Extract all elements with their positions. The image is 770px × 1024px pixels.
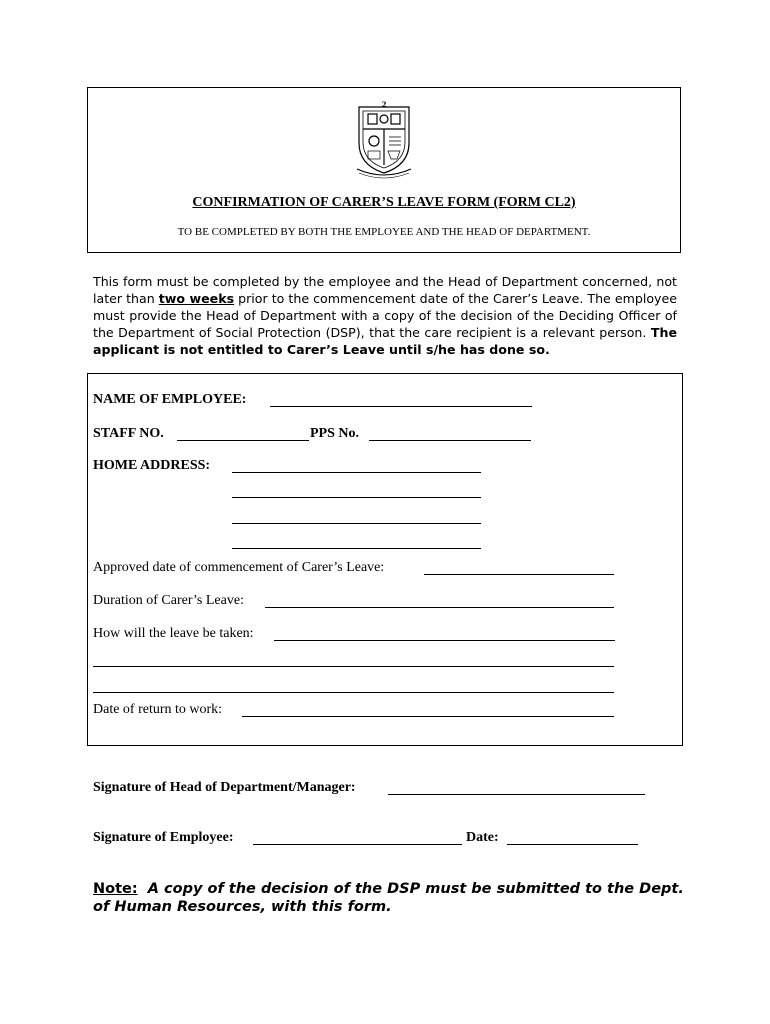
address-line-1[interactable] [232,472,481,473]
commencement-label: Approved date of commencement of Carer’s Leave: [93,560,385,575]
pps-label: PPS No. [310,426,359,441]
address-line-2[interactable] [232,497,481,498]
pps-field[interactable] [369,440,531,441]
head-signature-field[interactable] [388,794,645,795]
address-line-4[interactable] [232,548,481,549]
how-taken-label: How will the leave be taken: [93,626,254,641]
return-date-label: Date of return to work: [93,702,223,717]
crest-logo [353,99,415,179]
intro-bold-tail: The applicant is not entitled to Carer’s Leave until s/he has done so. [93,325,677,357]
note [93,880,693,916]
svg-text:2: 2 [381,100,387,109]
intro-text-1: This form must be completed by the employee and the Head of Department concerned, not later than [93,274,677,306]
note-text: A copy of the decision of the DSP must be submitted to the Dept. of Human Resources, with this form. [93,881,684,915]
date-label: Date: [466,830,499,845]
intro-emphasis: two weeks [158,291,235,306]
commencement-field[interactable] [424,574,614,575]
name-label: NAME OF EMPLOYEE: [93,392,247,407]
date-field[interactable] [507,844,638,845]
duration-field[interactable] [265,607,614,608]
intro-paragraph [93,273,677,358]
intro-text-2: prior to the commencement date of the Carer’s Leave. The employee must provide the Head of Department with a copy of the decision of the Deciding Officer of the Department of Social Protection (DSP), that the care recipient is a relevant person. [93,291,677,340]
head-signature-label: Signature of Head of Department/Manager: [93,780,356,795]
name-field[interactable] [270,406,532,407]
staff-no-field[interactable] [177,440,309,441]
staff-no-label: STAFF NO. [93,426,164,441]
duration-label: Duration of Carer’s Leave: [93,593,244,608]
employee-signature-field[interactable] [253,844,462,845]
note-label: Note: [93,881,138,897]
address-line-3[interactable] [232,523,481,524]
form-title: CONFIRMATION OF CARER’S LEAVE FORM (FORM CL2) [192,195,576,210]
home-address-label: HOME ADDRESS: [93,458,211,473]
employee-signature-label: Signature of Employee: [93,830,234,845]
how-taken-field-2[interactable] [93,666,614,667]
return-date-field[interactable] [242,716,614,717]
how-taken-field-3[interactable] [93,692,614,693]
form-subtitle: TO BE COMPLETED BY BOTH THE EMPLOYEE AND THE HEAD OF DEPARTMENT. [177,226,591,238]
how-taken-field-1[interactable] [274,640,615,641]
